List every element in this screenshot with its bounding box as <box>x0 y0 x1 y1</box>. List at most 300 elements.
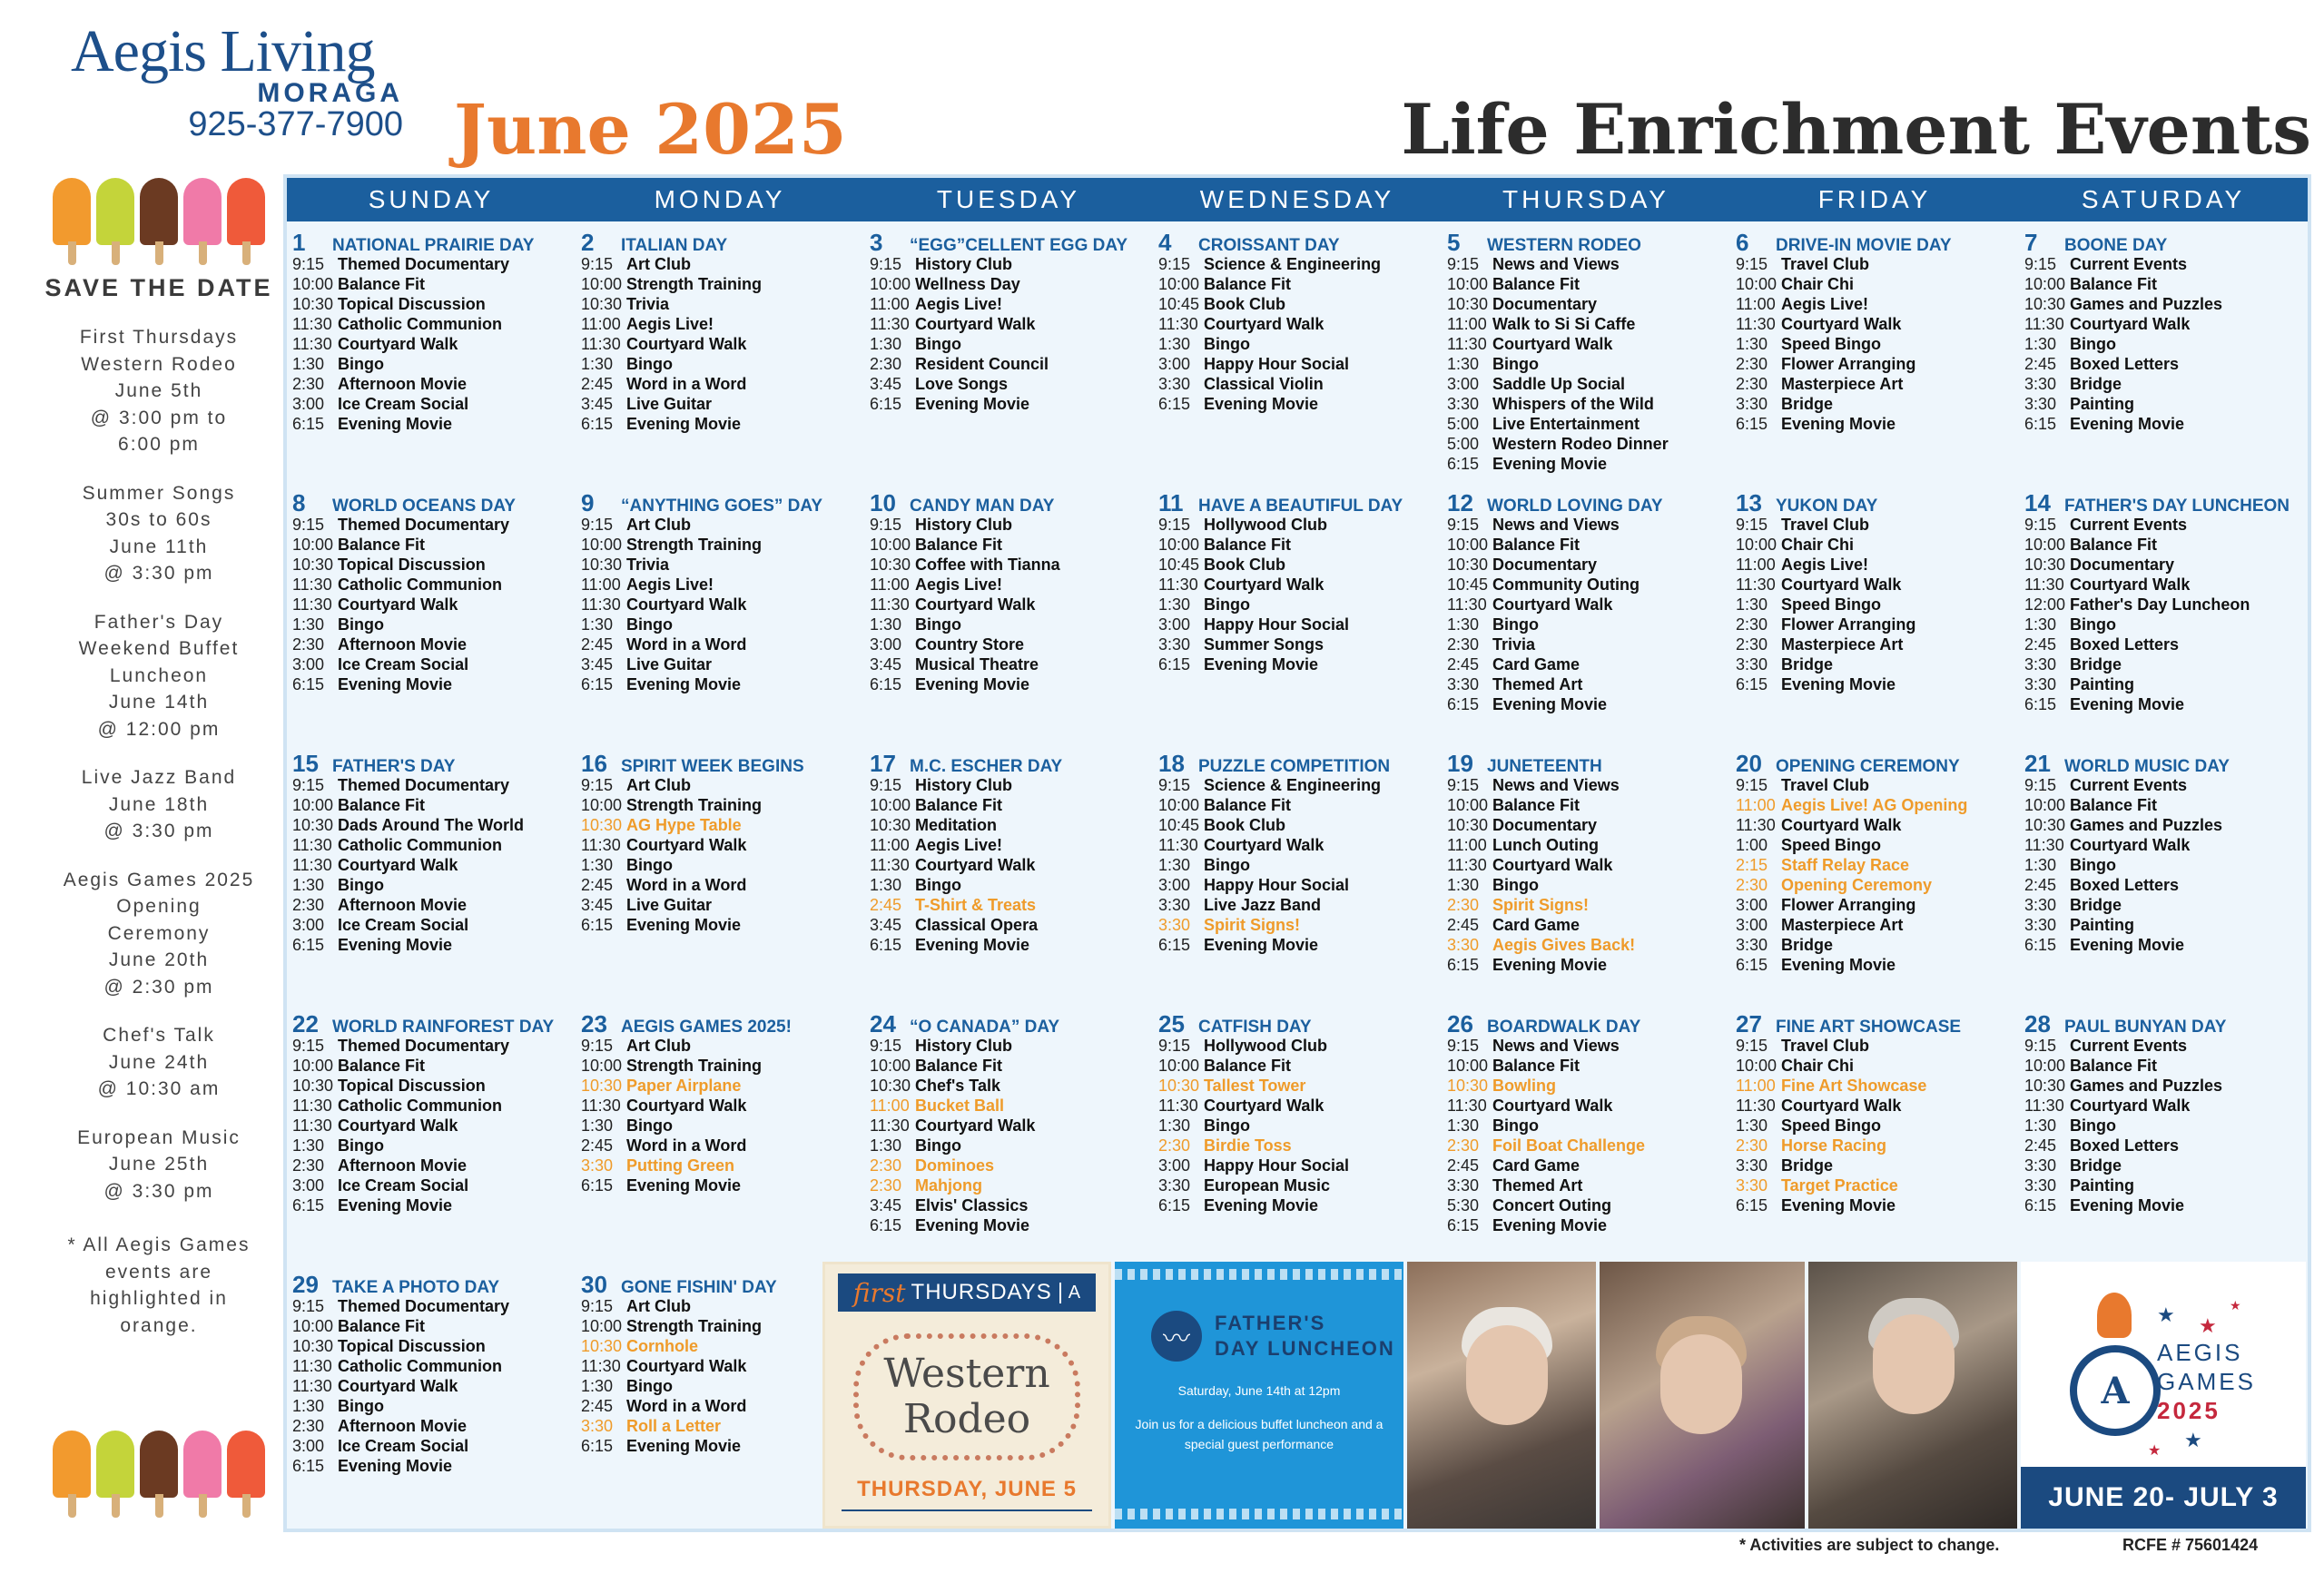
event-time: 11:30 <box>1736 816 1776 834</box>
event <box>2024 694 2308 714</box>
day-theme: OPENING CEREMONY <box>1776 757 1960 776</box>
popsicle-icon <box>183 1431 222 1521</box>
event <box>581 1096 864 1116</box>
event <box>2024 1195 2308 1215</box>
event-time: 11:30 <box>870 1116 910 1135</box>
resident-photo-medals <box>1407 1262 1596 1529</box>
event-time: 6:15 <box>1736 956 1768 974</box>
weekday-saturday: SATURDAY <box>2081 185 2246 213</box>
event-name: Travel Club <box>1781 776 1870 794</box>
day-cell <box>1153 742 1442 1003</box>
event <box>292 1136 576 1155</box>
event-name: Evening Movie <box>1492 455 1608 473</box>
event-time: 11:00 <box>1736 1077 1776 1095</box>
event-name: Evening Movie <box>2070 695 2185 713</box>
event-time: 10:00 <box>1736 536 1777 554</box>
rope-frame <box>853 1333 1080 1460</box>
day-number: 25 <box>1158 1010 1185 1037</box>
event <box>581 314 864 334</box>
event-time: 9:15 <box>292 1037 325 1055</box>
event-time: 11:30 <box>292 335 332 353</box>
event-name: Balance Fit <box>1204 275 1292 293</box>
event <box>870 1116 1153 1136</box>
event <box>2024 314 2308 334</box>
event-name: Bridge <box>2070 1156 2122 1175</box>
event <box>292 875 576 895</box>
event-name: Painting <box>2070 1176 2134 1195</box>
day-number: 22 <box>292 1010 319 1037</box>
day-theme: CROISSANT DAY <box>1198 236 1340 255</box>
event-name: Courtyard Walk <box>626 836 747 854</box>
event-time: 11:00 <box>870 295 910 313</box>
event-time: 3:30 <box>1447 675 1480 693</box>
event-time: 11:30 <box>870 315 910 333</box>
games-wordmark <box>2157 1338 2256 1425</box>
event-time: 11:30 <box>1158 1096 1198 1115</box>
event-name: Bingo <box>338 876 384 894</box>
event-time: 10:30 <box>870 556 911 574</box>
event <box>292 835 576 855</box>
event-name: Courtyard Walk <box>2070 836 2191 854</box>
event-name: Evening Movie <box>915 936 1030 954</box>
event-time: 9:15 <box>292 255 325 273</box>
day-number: 18 <box>1158 750 1185 777</box>
event-time: 11:30 <box>292 595 332 614</box>
event-time: 9:15 <box>2024 1037 2057 1055</box>
event-time: 6:15 <box>1447 695 1480 713</box>
event <box>1447 775 1730 795</box>
event <box>1158 374 1442 394</box>
event <box>292 935 576 955</box>
event <box>2024 1155 2308 1175</box>
event <box>1736 1036 2019 1056</box>
games-date-range: JUNE 20- JULY 3 <box>2021 1467 2306 1529</box>
event <box>2024 634 2308 654</box>
event <box>870 634 1153 654</box>
note-line: highlighted in <box>90 1288 228 1309</box>
event-name: Strength Training <box>626 275 763 293</box>
popsicle-icons <box>36 178 281 269</box>
save-date-line: Aegis Games 2025 <box>63 869 255 890</box>
event-name: Tallest Tower <box>1204 1077 1306 1095</box>
event-time: 10:00 <box>870 536 911 554</box>
event-time: 3:30 <box>2024 916 2057 934</box>
event <box>581 615 864 634</box>
event-name: Dominoes <box>915 1156 995 1175</box>
event-time: 3:30 <box>1736 655 1768 674</box>
event-name: Classical Violin <box>1204 375 1324 393</box>
day-theme: ITALIAN DAY <box>621 236 728 255</box>
event-name: Bingo <box>915 1136 961 1155</box>
event-time: 11:30 <box>1447 1096 1487 1115</box>
event-name: Balance Fit <box>1492 275 1581 293</box>
event-time: 6:15 <box>2024 1196 2057 1214</box>
event <box>581 1036 864 1056</box>
event-name: Evening Movie <box>2070 415 2185 433</box>
event <box>2024 1096 2308 1116</box>
event-name: Courtyard Walk <box>626 335 747 353</box>
event-time: 1:30 <box>1158 335 1191 353</box>
event-name: Courtyard Walk <box>1492 1096 1613 1115</box>
event-name: Evening Movie <box>1781 415 1896 433</box>
event-name: Ice Cream Social <box>338 395 469 413</box>
event-time: 9:15 <box>870 516 902 534</box>
event <box>870 294 1153 314</box>
fathers-day-flyer <box>1115 1262 1403 1529</box>
event-name: Aegis Gives Back! <box>1492 936 1636 954</box>
event-time: 5:00 <box>1447 415 1480 433</box>
phone-number: 925-377-7900 <box>188 105 403 143</box>
event-name: Bingo <box>915 615 961 634</box>
event-time: 1:30 <box>1447 355 1480 373</box>
event <box>2024 654 2308 674</box>
event <box>1447 1215 1730 1235</box>
luncheon-title1: FATHER'S <box>1215 1312 1326 1334</box>
day-theme: HAVE A BEAUTIFUL DAY <box>1198 497 1403 516</box>
event-time: 10:00 <box>292 536 334 554</box>
event <box>1736 414 2019 434</box>
event <box>1736 915 2019 935</box>
event-time: 1:30 <box>292 1136 325 1155</box>
event-time: 10:30 <box>581 556 623 574</box>
event-name: Evening Movie <box>338 415 453 433</box>
event <box>2024 1136 2308 1155</box>
luncheon-title2: DAY LUNCHEON <box>1215 1337 1395 1360</box>
event <box>1736 274 2019 294</box>
event-time: 6:15 <box>1158 655 1191 674</box>
event-name: Aegis Live! <box>915 295 1003 313</box>
event-name: Themed Documentary <box>338 1037 510 1055</box>
event-time: 3:30 <box>1736 936 1768 954</box>
save-date-line: June 20th <box>108 949 210 970</box>
event-time: 10:00 <box>292 796 334 814</box>
event-name: Afternoon Movie <box>338 1417 467 1435</box>
event-time: 9:15 <box>1736 516 1768 534</box>
event <box>2024 394 2308 414</box>
event-time: 10:45 <box>1158 295 1200 313</box>
day-theme: SPIRIT WEEK BEGINS <box>621 757 804 776</box>
event <box>2024 835 2308 855</box>
event-name: Resident Council <box>915 355 1049 373</box>
weekday-monday: MONDAY <box>654 185 786 213</box>
event-name: Happy Hour Social <box>1204 615 1350 634</box>
event-time: 1:30 <box>581 615 614 634</box>
event-time: 3:30 <box>2024 896 2057 914</box>
popsicle-icon <box>227 1431 265 1521</box>
save-date-line: June 5th <box>114 380 203 401</box>
event-time: 1:30 <box>2024 856 2057 874</box>
event-time: 11:30 <box>581 836 621 854</box>
event-time: 2:45 <box>581 1397 614 1415</box>
save-date-line: European Music <box>77 1126 241 1148</box>
day-theme: CATFISH DAY <box>1198 1018 1312 1037</box>
event-name: Bowling <box>1492 1077 1556 1095</box>
event-time: 6:15 <box>292 415 325 433</box>
event <box>1447 1096 1730 1116</box>
event-time: 5:30 <box>1447 1196 1480 1214</box>
event-time: 10:00 <box>1158 1057 1200 1075</box>
event-name: Boxed Letters <box>2070 635 2180 654</box>
event-name: Evening Movie <box>1492 1216 1608 1234</box>
event-time: 10:30 <box>1158 1077 1200 1095</box>
day-number: 11 <box>1158 489 1184 516</box>
event-time: 10:00 <box>292 1317 334 1335</box>
day-theme: FATHER'S DAY LUNCHEON <box>2064 497 2290 516</box>
event <box>292 1356 576 1376</box>
save-date-line: Chef's Talk <box>103 1025 215 1046</box>
event-name: Courtyard Walk <box>915 1116 1036 1135</box>
event-name: Bingo <box>1492 615 1539 634</box>
event-name: Themed Documentary <box>338 1297 510 1315</box>
event-name: News and Views <box>1492 516 1620 534</box>
popsicle-icon <box>96 1431 134 1521</box>
aegis-games-logo <box>2021 1262 2306 1529</box>
note-line: events are <box>104 1261 213 1283</box>
event-time: 2:30 <box>1736 876 1768 894</box>
event-name: Art Club <box>626 1297 691 1315</box>
save-date-line: @ 3:30 pm <box>103 1180 214 1202</box>
western-rodeo-flyer <box>822 1262 1111 1529</box>
event-time: 1:30 <box>1158 1116 1191 1135</box>
event-time: 3:30 <box>581 1156 614 1175</box>
day-cell <box>1730 742 2019 1003</box>
event <box>581 1175 864 1195</box>
event-time: 11:30 <box>581 1357 621 1375</box>
event-name: Balance Fit <box>2070 275 2158 293</box>
event <box>581 1136 864 1155</box>
event-time: 6:15 <box>870 675 902 693</box>
event <box>1158 354 1442 374</box>
event-time: 6:15 <box>292 1457 325 1475</box>
games-event <box>1158 915 1442 935</box>
event <box>2024 1036 2308 1056</box>
event <box>870 674 1153 694</box>
event-name: Word in a Word <box>626 375 747 393</box>
event <box>1158 895 1442 915</box>
day-theme: M.C. ESCHER DAY <box>910 757 1063 776</box>
event-time: 10:00 <box>870 1057 911 1075</box>
event-time: 11:00 <box>581 575 621 594</box>
event-name: Documentary <box>1492 295 1598 313</box>
event-time: 2:45 <box>2024 635 2057 654</box>
event <box>1158 535 1442 555</box>
event-time: 10:30 <box>581 816 623 834</box>
event-time: 2:30 <box>1736 635 1768 654</box>
event <box>1736 835 2019 855</box>
star-icon: ★ <box>2148 1443 2162 1459</box>
event-name: Trivia <box>626 295 670 313</box>
event-time: 1:30 <box>581 1116 614 1135</box>
event-name: Strength Training <box>626 1317 763 1335</box>
games-word2: GAMES <box>2157 1368 2256 1395</box>
event-time: 10:00 <box>2024 275 2066 293</box>
event <box>870 775 1153 795</box>
day-number: 12 <box>1447 489 1473 516</box>
event-name: Live Guitar <box>626 395 713 413</box>
event-time: 6:15 <box>870 936 902 954</box>
event-name: Bingo <box>626 1377 673 1395</box>
event <box>1736 654 2019 674</box>
event <box>292 1416 576 1436</box>
event <box>870 334 1153 354</box>
event-name: Bingo <box>1204 1116 1250 1135</box>
event-name: Games and Puzzles <box>2070 816 2223 834</box>
event-time: 1:30 <box>292 876 325 894</box>
event <box>1736 555 2019 575</box>
event <box>292 334 576 354</box>
event <box>1158 575 1442 595</box>
event <box>1447 434 1730 454</box>
games-event <box>1736 1076 2019 1096</box>
event <box>2024 875 2308 895</box>
weekday-wednesday: WEDNESDAY <box>1199 185 1395 213</box>
event <box>2024 795 2308 815</box>
event-time: 11:30 <box>292 856 332 874</box>
event-name: Target Practice <box>1781 1176 1898 1195</box>
save-date-line: 30s to 60s <box>105 509 212 530</box>
event-time: 5:00 <box>1447 435 1480 453</box>
event-name: Bingo <box>338 1136 384 1155</box>
resident-photo-medal <box>1808 1262 2017 1529</box>
event-time: 11:30 <box>581 335 621 353</box>
event <box>1158 1155 1442 1175</box>
day-cell <box>1153 1003 1442 1264</box>
games-event <box>870 1155 1153 1175</box>
day-cell <box>576 221 864 482</box>
event-name: Aegis Live! <box>1781 556 1869 574</box>
event-name: Catholic Communion <box>338 836 502 854</box>
event-time: 1:30 <box>1158 856 1191 874</box>
save-the-date-heading: SAVE THE DATE <box>44 274 273 301</box>
event <box>581 294 864 314</box>
event-name: Book Club <box>1204 816 1285 834</box>
event-time: 3:30 <box>1736 395 1768 413</box>
event-time: 10:00 <box>581 1057 623 1075</box>
event-name: Ice Cream Social <box>338 1176 469 1195</box>
event <box>292 1195 576 1215</box>
day-theme: FATHER'S DAY <box>332 757 456 776</box>
event-time: 3:30 <box>2024 675 2057 693</box>
note-line: orange. <box>120 1314 198 1336</box>
event-name: History Club <box>915 1037 1013 1055</box>
event-time: 10:00 <box>1158 796 1200 814</box>
event-name: Flower Arranging <box>1781 355 1916 373</box>
event-name: Topical Discussion <box>338 295 486 313</box>
event-time: 9:15 <box>1158 255 1191 273</box>
event-time: 11:30 <box>1158 315 1198 333</box>
event-time: 3:45 <box>870 375 902 393</box>
event <box>2024 1076 2308 1096</box>
event <box>870 515 1153 535</box>
event-time: 10:30 <box>2024 295 2066 313</box>
event <box>2024 674 2308 694</box>
event-name: Art Club <box>626 776 691 794</box>
page-title: Life Enrichment Events <box>1401 89 2311 170</box>
star-icon: ★ <box>2199 1314 2217 1337</box>
day-number: 15 <box>292 750 319 777</box>
event <box>1736 615 2019 634</box>
event-time: 3:45 <box>870 916 902 934</box>
sidebar <box>36 178 281 1339</box>
event-time: 10:30 <box>2024 1077 2066 1095</box>
day-cell <box>1442 1003 1730 1264</box>
event <box>292 1116 576 1136</box>
event <box>292 615 576 634</box>
event-name: Courtyard Walk <box>1492 335 1613 353</box>
event <box>1447 654 1730 674</box>
day-number: 30 <box>581 1271 607 1298</box>
event-name: Bingo <box>2070 335 2116 353</box>
first-thursdays-banner <box>838 1273 1096 1312</box>
event <box>1447 815 1730 835</box>
event-name: Evening Movie <box>2070 1196 2185 1214</box>
event-name: Courtyard Walk <box>2070 1096 2191 1115</box>
event-time: 3:30 <box>1447 1176 1480 1195</box>
save-date-line: Father's Day <box>94 611 224 633</box>
event-time: 2:30 <box>292 896 325 914</box>
event-time: 10:00 <box>581 536 623 554</box>
event-name: Science & Engineering <box>1204 255 1382 273</box>
event-time: 10:45 <box>1447 575 1489 594</box>
day-number: 7 <box>2024 229 2038 256</box>
event <box>292 1376 576 1396</box>
day-cell <box>2019 221 2308 482</box>
event-time: 2:45 <box>581 1136 614 1155</box>
event-name: News and Views <box>1492 255 1620 273</box>
event <box>870 855 1153 875</box>
day-number: 6 <box>1736 229 1749 256</box>
event-name: Dads Around The World <box>338 816 524 834</box>
event-time: 1:30 <box>292 1397 325 1415</box>
event <box>2024 615 2308 634</box>
event-name: Bingo <box>2070 615 2116 634</box>
event <box>292 254 576 274</box>
save-date-line: June 14th <box>108 692 210 713</box>
event-time: 1:30 <box>1158 595 1191 614</box>
event-name: European Music <box>1204 1176 1331 1195</box>
event-name: Aegis Live! <box>915 836 1003 854</box>
event <box>1447 875 1730 895</box>
event-time: 3:00 <box>870 635 902 654</box>
games-event <box>1736 855 2019 875</box>
event <box>1447 394 1730 414</box>
event-time: 2:45 <box>2024 876 2057 894</box>
event-name: Western Rodeo Dinner <box>1492 435 1669 453</box>
event-time: 6:15 <box>870 1216 902 1234</box>
event <box>1736 374 2019 394</box>
event-time: 11:00 <box>1736 556 1776 574</box>
day-theme: BOARDWALK DAY <box>1487 1018 1641 1037</box>
event-time: 10:30 <box>292 556 334 574</box>
games-event <box>581 1155 864 1175</box>
event <box>1736 394 2019 414</box>
day-theme: WESTERN RODEO <box>1487 236 1641 255</box>
event-time: 9:15 <box>870 1037 902 1055</box>
event-name: Evening Movie <box>626 415 742 433</box>
event <box>581 835 864 855</box>
event-name: Card Game <box>1492 916 1581 934</box>
event <box>1736 254 2019 274</box>
event-name: Bridge <box>1781 936 1834 954</box>
event-time: 2:30 <box>1447 1136 1480 1155</box>
event-time: 6:15 <box>2024 936 2057 954</box>
day-cell <box>576 1264 864 1524</box>
day-theme: FINE ART SHOWCASE <box>1776 1018 1962 1037</box>
event-time: 2:45 <box>1447 916 1480 934</box>
month-title: June 2025 <box>454 89 847 170</box>
event <box>1447 354 1730 374</box>
event <box>1736 634 2019 654</box>
